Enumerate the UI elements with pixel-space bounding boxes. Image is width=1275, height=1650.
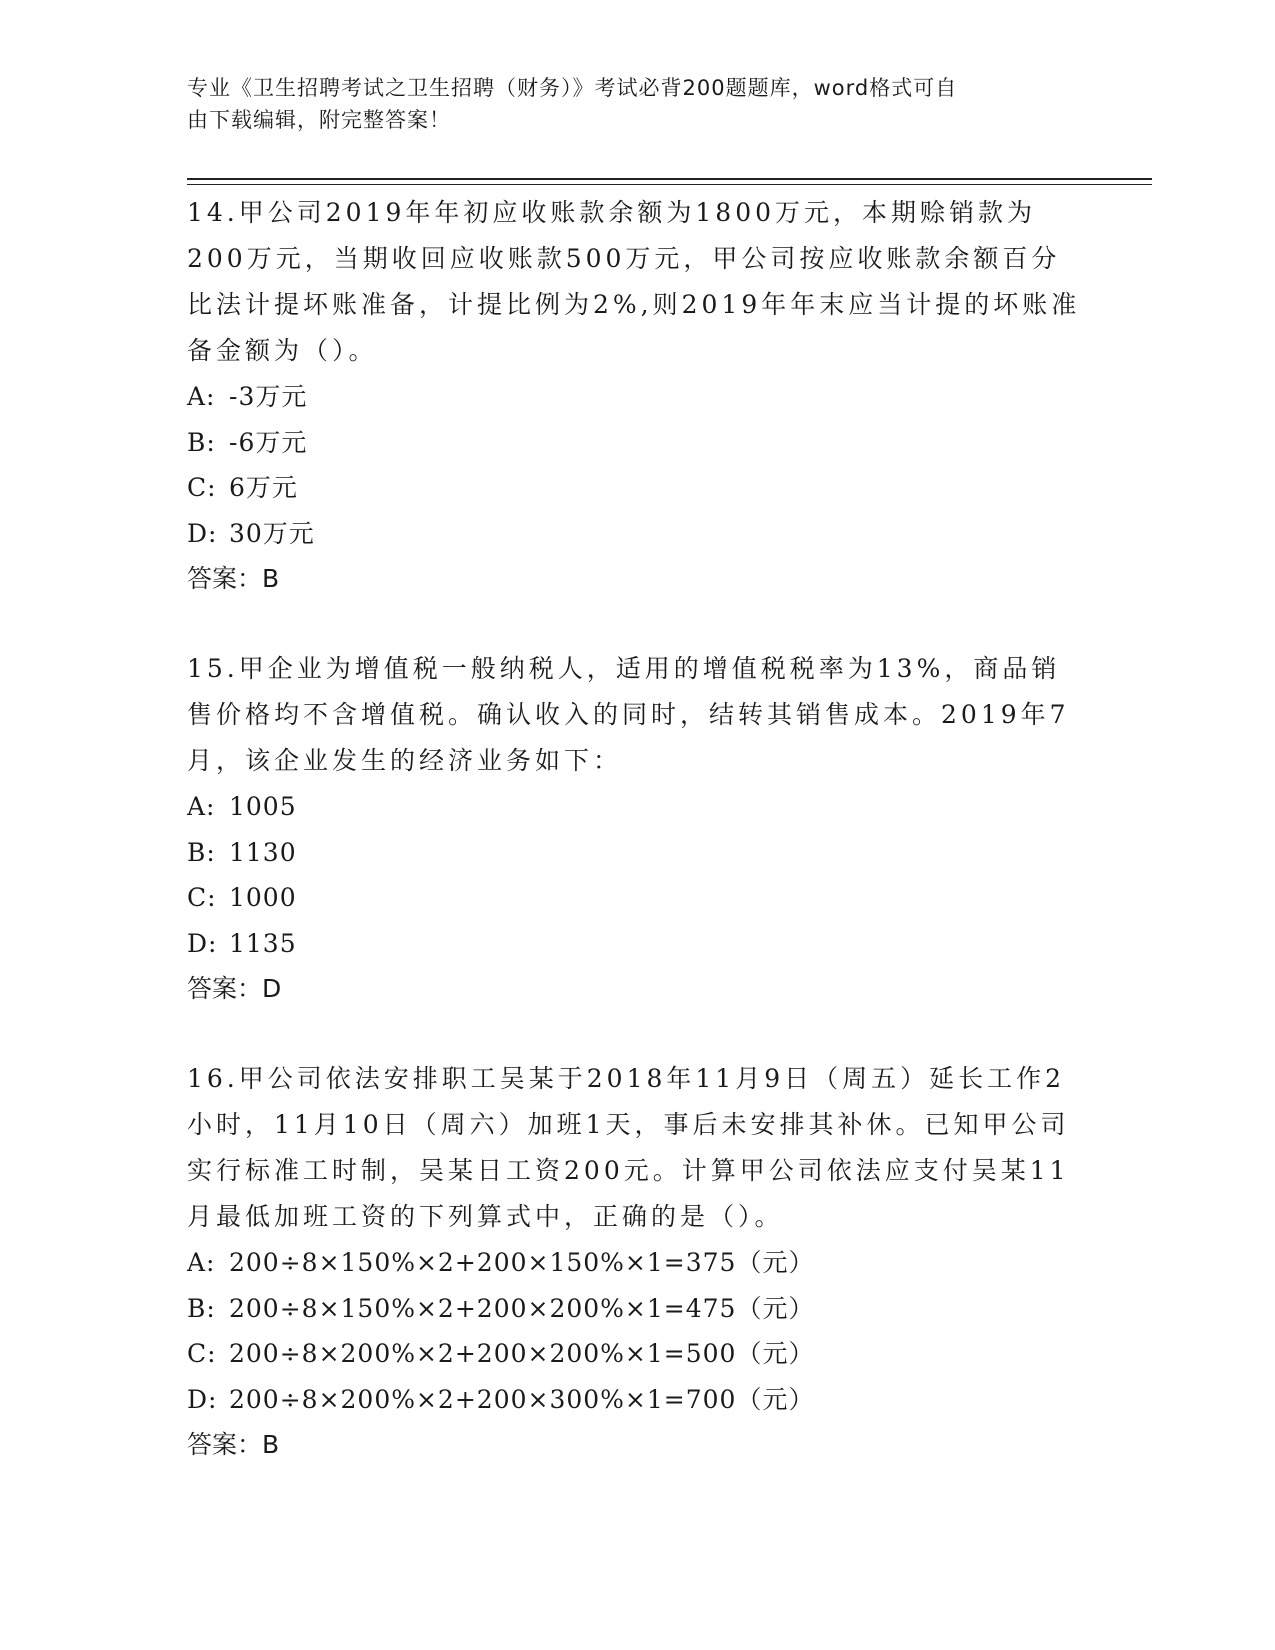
option-text: 1005 [229, 792, 297, 821]
option-text: 200÷8×150%×2+200×200%×1=475（元） [229, 1293, 815, 1323]
option-label: B: [187, 1293, 216, 1323]
option-b [187, 420, 1087, 466]
answer: 答案：B [187, 564, 280, 593]
option-text: 200÷8×200%×2+200×200%×1=500（元） [229, 1339, 815, 1368]
questions-list [187, 190, 1087, 1512]
question-text: 14.甲公司2019年年初应收账款余额为1800万元，本期赊销款为200万元，当期收回应收账款500万元，甲公司按应收账款余额百分比法计提坏账准备，计提比例为2%,则2019年年末应当计提的坏账准备金额为（）。 [187, 198, 1081, 365]
option-b [187, 830, 1087, 876]
document-header [187, 72, 1067, 136]
option-label: D: [187, 928, 218, 958]
option-label: D: [187, 1384, 218, 1414]
option-text: 200÷8×200%×2+200×300%×1=700（元） [229, 1384, 815, 1414]
option-label: B: [187, 837, 216, 867]
option-text: 1000 [229, 883, 297, 912]
option-c [187, 875, 1087, 921]
option-d [187, 921, 1087, 967]
option-text: -3万元 [229, 382, 308, 411]
option-label: A: [187, 382, 216, 411]
option-text: 1135 [229, 928, 297, 958]
option-a [187, 1240, 1087, 1286]
option-text: 30万元 [229, 518, 315, 548]
option-d [187, 1377, 1087, 1423]
option-d [187, 511, 1087, 557]
option-label: A: [187, 1248, 216, 1277]
option-a [187, 374, 1087, 420]
option-label: C: [187, 1339, 217, 1368]
answer: 答案：B [187, 1430, 280, 1459]
header-line-2: 由下载编辑，附完整答案！ [187, 108, 451, 132]
option-label: D: [187, 518, 218, 548]
question-text: 16.甲公司依法安排职工吴某于2018年11月9日（周五）延长工作2小时，11月10日（周六）加班1天，事后未安排其补休。已知甲公司实行标准工时制，吴某日工资200元。计算甲公司依法应支付吴某11月最低加班工资的下列算式中，正确的是（）。 [187, 1064, 1070, 1231]
option-label: A: [187, 792, 216, 821]
option-text: -6万元 [229, 427, 308, 457]
answer: 答案：D [187, 974, 282, 1003]
option-b [187, 1286, 1087, 1332]
option-c [187, 465, 1087, 511]
question-16 [187, 1056, 1087, 1468]
option-label: B: [187, 427, 216, 457]
option-text: 6万元 [229, 473, 298, 502]
option-text: 200÷8×150%×2+200×150%×1=375（元） [229, 1248, 815, 1277]
header-divider-thin [187, 184, 1152, 185]
header-divider-thick [187, 178, 1152, 180]
option-text: 1130 [229, 837, 297, 867]
question-text: 15.甲企业为增值税一般纳税人，适用的增值税税率为13%，商品销售价格均不含增值税。确认收入的同时，结转其销售成本。2019年7月，该企业发生的经济业务如下： [187, 654, 1070, 775]
question-14 [187, 190, 1087, 602]
option-c [187, 1331, 1087, 1377]
question-15 [187, 646, 1087, 1012]
option-label: C: [187, 473, 217, 502]
option-a [187, 784, 1087, 830]
option-label: C: [187, 883, 217, 912]
header-line-1: 专业《卫生招聘考试之卫生招聘（财务）》考试必背200题题库，word格式可自 [187, 76, 958, 100]
